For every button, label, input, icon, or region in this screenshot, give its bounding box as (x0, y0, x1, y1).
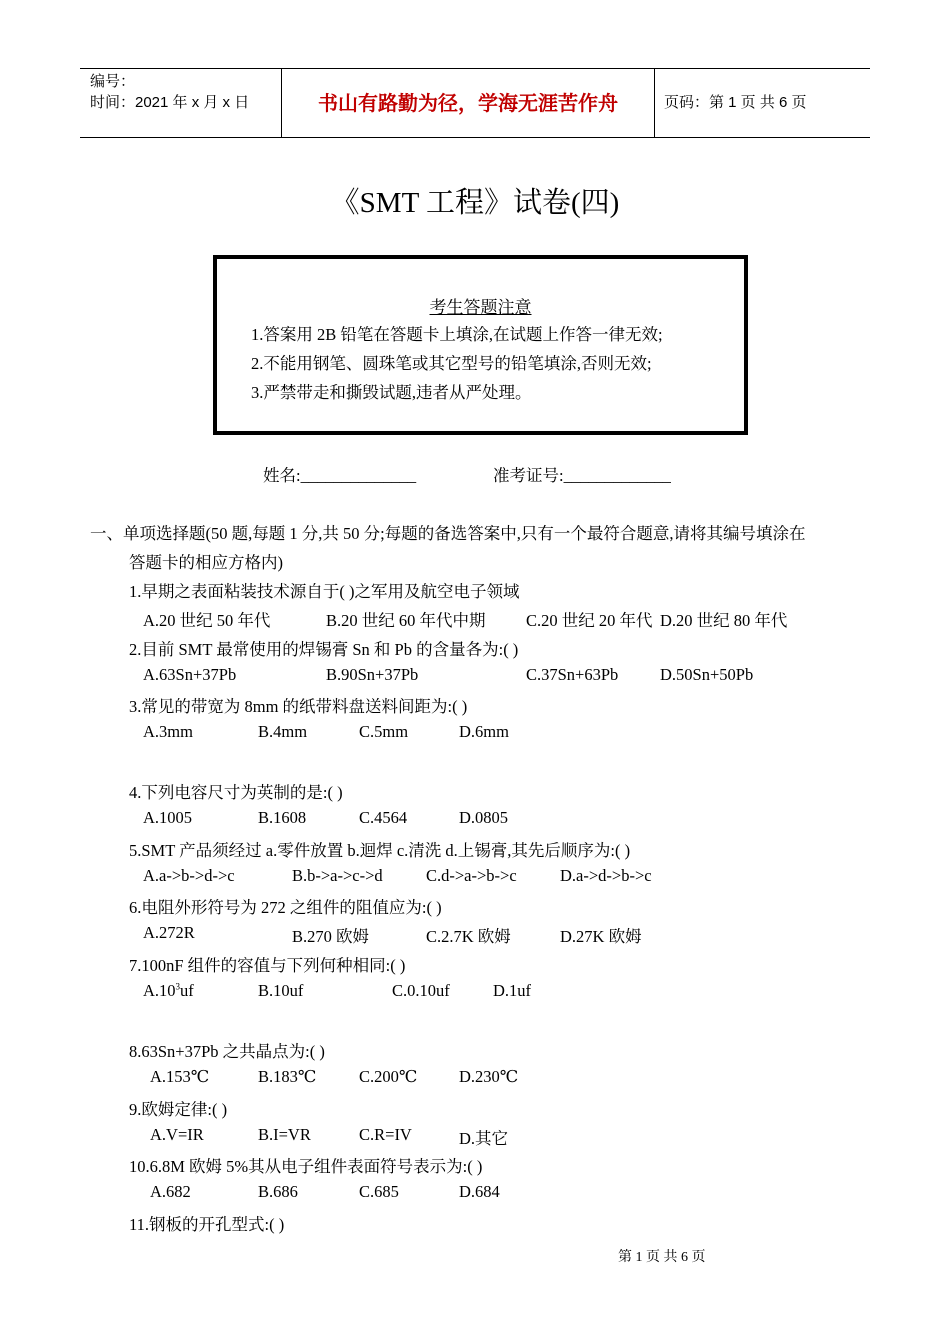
notice-box (213, 255, 748, 435)
option-c: C.2.7K 欧姆 (426, 927, 511, 946)
question-text: 11.钢板的开孔型式:( ) (129, 1215, 285, 1234)
option-b: B.20 世纪 60 年代中期 (326, 611, 486, 630)
option-c: C.4564 (359, 808, 408, 827)
question-text: 8.63Sn+37Pb 之共晶点为:( ) (129, 1042, 325, 1061)
option-a-base: A.10 (143, 981, 176, 1000)
notice-line: 3.严禁带走和撕毁试题,违者从严处理。 (251, 383, 532, 402)
header-divider (654, 69, 655, 137)
option-a: A.63Sn+37Pb (143, 665, 237, 684)
option-d: D.a->d->b->c (560, 866, 652, 885)
section-heading: 一、单项选择题(50 题,每题 1 分,共 50 分;每题的备选答案中,只有一个最符合题意,请将其编号填涂在 (90, 524, 806, 543)
page-header (80, 68, 870, 138)
option-a: A.153℃ (150, 1067, 210, 1086)
option-a: A.682 (150, 1182, 191, 1201)
option-d: D.27K 欧姆 (560, 927, 642, 946)
option-d: D.20 世纪 80 年代 (660, 611, 788, 630)
option-c: C.37Sn+63Pb (526, 665, 619, 684)
option-b: B.183℃ (258, 1067, 317, 1086)
option-a: A.1005 (143, 808, 193, 827)
page-footer: 第 1 页 共 6 页 (618, 1250, 706, 1265)
option-c: C.R=IV (359, 1125, 412, 1144)
option-c: C.5mm (359, 722, 409, 741)
section-heading-cont: 答题卡的相应方格内) (129, 553, 283, 572)
exam-id-field: 准考证号:_____________ (493, 466, 671, 485)
question-text: 3.常见的带宽为 8mm 的纸带料盘送料间距为:( ) (129, 697, 468, 716)
option-a: A.V=IR (150, 1125, 204, 1144)
option-b: B.270 欧姆 (292, 927, 370, 946)
option-b: B.I=VR (258, 1125, 311, 1144)
option-a (143, 981, 194, 1001)
option-b: B.686 (258, 1182, 298, 1201)
option-d: D.50Sn+50Pb (660, 665, 754, 684)
option-c: C.0.10uf (392, 981, 450, 1000)
notice-title: 考生答题注意 (429, 298, 532, 317)
option-d: D.1uf (493, 981, 532, 1000)
header-meta (90, 71, 249, 113)
number-label: 编号： (90, 73, 136, 90)
option-b: B.10uf (258, 981, 304, 1000)
question-text: 5.SMT 产品须经过 a.零件放置 b.迴焊 c.清洗 d.上锡膏,其先后顺序为:( ) (129, 841, 631, 860)
option-a: A.272R (143, 923, 195, 942)
option-c: C.200℃ (359, 1067, 418, 1086)
option-c: C.d->a->b->c (426, 866, 517, 885)
option-d: D.684 (459, 1182, 500, 1201)
question-text: 2.目前 SMT 最常使用的焊锡膏 Sn 和 Pb 的含量各为:( ) (129, 640, 519, 659)
option-d: D.230℃ (459, 1067, 519, 1086)
time-label: 时间：2021 年 x 月 x 日 (90, 94, 250, 111)
question-text: 9.欧姆定律:( ) (129, 1100, 228, 1119)
option-c: C.20 世纪 20 年代 (526, 611, 653, 630)
question-text: 6.电阻外形符号为 272 之组件的阻值应为:( ) (129, 898, 442, 917)
option-b: B.90Sn+37Pb (326, 665, 419, 684)
question-text: 1.早期之表面粘装技术源自于( )之军用及航空电子领域 (129, 582, 520, 601)
option-d: D.6mm (459, 722, 509, 741)
question-text: 7.100nF 组件的容值与下列何种相同:( ) (129, 956, 406, 975)
option-a: A.a->b->d->c (143, 866, 235, 885)
option-b: B.1608 (258, 808, 307, 827)
option-d: D.其它 (459, 1129, 509, 1148)
option-b: B.4mm (258, 722, 308, 741)
question-text: 4.下列电容尺寸为英制的是:( ) (129, 783, 343, 802)
question-text: 10.6.8M 欧姆 5%其从电子组件表面符号表示为:( ) (129, 1157, 483, 1176)
option-a-exponent: 3 (175, 981, 181, 992)
option-a: A.3mm (143, 722, 193, 741)
name-field: 姓名:______________ (263, 466, 417, 485)
header-motto: 书山有路勤为径，学海无涯苦作舟 (318, 91, 618, 115)
option-c: C.685 (359, 1182, 399, 1201)
header-page-info: 页码：第 1 页 共 6 页 (664, 94, 807, 111)
exam-title: 《SMT 工程》试卷(四) (330, 187, 620, 219)
option-a-unit: uf (180, 981, 194, 1000)
notice-line: 1.答案用 2B 铅笔在答题卡上填涂,在试题上作答一律无效; (251, 325, 663, 344)
option-a: A.20 世纪 50 年代 (143, 611, 271, 630)
option-d: D.0805 (459, 808, 509, 827)
option-b: B.b->a->c->d (292, 866, 383, 885)
notice-line: 2.不能用钢笔、圆珠笔或其它型号的铅笔填涂,否则无效; (251, 354, 652, 373)
